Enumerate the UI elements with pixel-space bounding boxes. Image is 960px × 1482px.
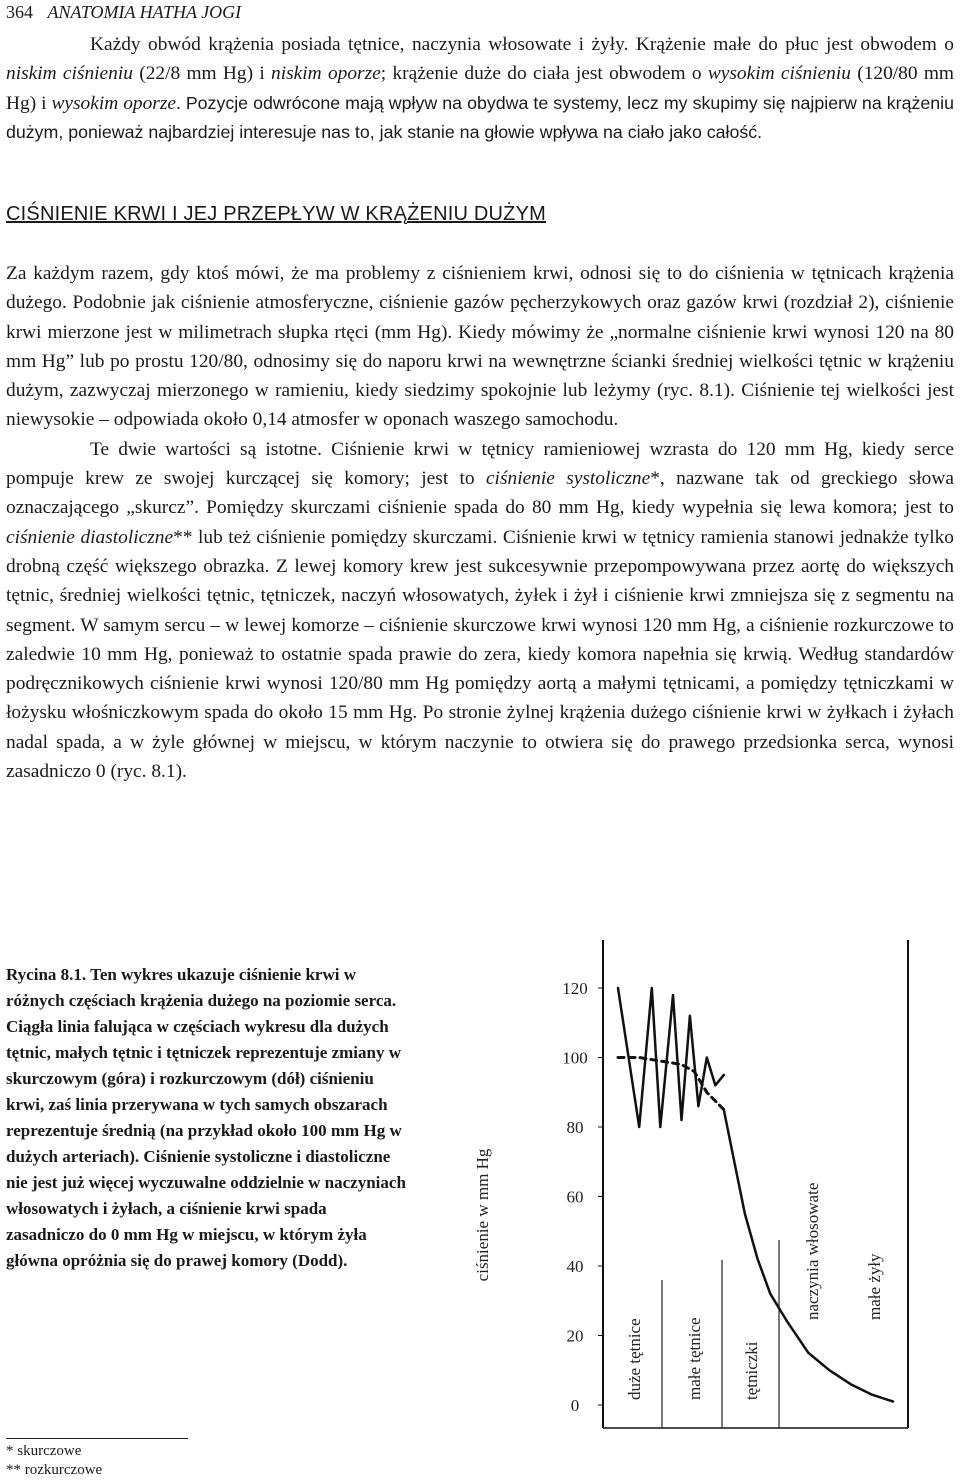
y-axis-ticks — [562, 979, 603, 1415]
figure-caption: Rycina 8.1. Ten wykres ukazuje ciśnienie krwi w różnych częściach krążenia dużego na poziomie serca. Ciągła linia falująca w częściach wykresu dla dużych tętnic, małych tętnic i tętniczek reprezentuje zmiany w skurczowym (góra) i rozkurczowym (dół) ciśnieniu krwi, zaś linia przerywana w tych samych obszarach reprezentuje średnią (na przykład około 100 mm Hg w dużych arteriach). Ciśnienie systoliczne i diastoliczne nie jest już więcej wyczuwalne oddzielnie w naczyniach włosowatych i żyłach, a ciśnienie krwi spada zasadniczo do 0 mm Hg w miejscu, w którym żyła główna opróżnia się do prawej komory (Dodd). — [6, 965, 406, 1270]
region-label: naczynia włosowate — [803, 1182, 822, 1320]
footnote-1: * skurczowe — [6, 1443, 82, 1459]
paragraph-2: Za każdym razem, gdy ktoś mówi, że ma problemy z ciśnieniem krwi, odnosi się to do ciśnienia w tętnicach krążenia dużego. Podobnie jak ciśnienie atmosferyczne, ciśnienie gazów pęcherzykowych oraz gazów krwi (rozdział 2), ciśnienie krwi mierzone jest w milimetrach słupka rtęci (mm Hg). Kiedy mówimy że „normalne ciśnienie krwi wynosi 120 na 80 mm Hg” lub po prostu 120/80, odnosimy się do naporu krwi na wewnętrzne ścianki średniej wielkości tętnic w krążeniu dużym, zazwyczaj mierzonego w ramieniu, kiedy siedzimy spokojnie lub leżymy (ryc. 8.1). Ciśnienie tej wielkości jest niewysokie – odpowiada około 0,14 atmosfer w oponach waszego samochodu. — [6, 263, 954, 431]
footnotes — [6, 1438, 188, 1480]
y-tick-label: 0 — [570, 1396, 580, 1415]
y-tick-label: 100 — [562, 1048, 588, 1068]
page-number: 364 — [6, 2, 33, 22]
region-labels — [625, 1183, 884, 1428]
footnote-2: ** rozkurczowe — [6, 1462, 103, 1478]
paragraph-1-sans: Pozycje odwrócone mają wpływ na obydwa te systemy, lecz my skupimy się najpierw na krążeniu dużym, ponieważ najbardziej interesuje nas to, jak stanie na głowie wpływa na ciało jako całość. — [6, 92, 954, 142]
y-tick-label: 120 — [562, 979, 588, 998]
paragraph-1: Każdy obwód krążenia posiada tętnice, naczynia włosowate i żyły. Krążenie małe do płuc jest obwodem o niskim ciśnieniu (22/8 mm Hg) i niskim oporze; krążenie duże do ciała jest obwodem o wysokim ciśnieniu (120/80 mm Hg) i wysokim oporze. Pozycje odwrócone mają wpływ na obydwa te systemy, lecz my skupimy się najpierw na krążeniu dużym, ponieważ najbardziej interesuje nas to, jak stanie na głowie wpływa na ciało jako całość. — [6, 34, 955, 142]
chart-lines — [618, 988, 893, 1402]
region-label: duże tętnice — [625, 1318, 644, 1400]
y-axis-label-text: ciśnienie w mm Hg — [473, 1148, 492, 1282]
running-title: ANATOMIA HATHA JOGI — [47, 2, 242, 22]
y-tick-label: 40 — [566, 1257, 584, 1276]
y-tick-label: 60 — [566, 1187, 584, 1207]
y-tick-label: 80 — [566, 1118, 584, 1137]
y-axis-label — [473, 1148, 492, 1281]
paragraph-3: Te dwie wartości są istotne. Ciśnienie krwi w tętnicy ramieniowej wzrasta do 120 mm Hg, kiedy serce pompuje krew ze swojej kurczącej się komory; jest to ciśnienie systoliczne*, nazwane tak od greckiego słowa oznaczającego „skurcz”. Pomiędzy skurczami ciśnienie spada do 80 mm Hg, kiedy wypełnia się lewa komora; jest to ciśnienie diastoliczne** lub też ciśnienie pomiędzy skurczami. Ciśnienie krwi w tętnicy ramienia stanowi jednakże tylko drobną część większego obrazka. Z lewej komory krew jest sukcesywnie przepompowywana przez aortę do większych tętnic, średniej wielkości tętnic, tętniczek, naczyń włosowatych, żyłek i żył i ciśnienie krwi zmniejsza się z segmentu na segment. W samym sercu – w lewej komorze – ciśnienie skurczowe krwi wynosi 120 mm Hg, a ciśnienie rozkurczowe to zaledwie 10 mm Hg, ponieważ to ostatnie spada prawie do zera, kiedy komora napełnia się krwią. Według standardów podręcznikowych ciśnienie krwi wynosi 120/80 mm Hg pomiędzy aortą a małymi tętnicami, a pomiędzy tętniczkami w łożysku włośniczkowym spada do około 15 mm Hg. Po stronie żylnej krążenia dużego ciśnienie krwi w żyłkach i żyłach nadal spada, a w żyle głównej w miejscu, w którym naczynie to otwiera się do prawego przedsionka serca, wynosi zasadniczo 0 (ryc. 8.1). — [6, 438, 954, 783]
region-label: małe żyły — [865, 1253, 884, 1320]
footnote-rule — [6, 1438, 188, 1439]
region-label: małe tętnice — [685, 1317, 704, 1400]
section-heading: CIŚNIENIE KRWI I JEJ PRZEPŁYW W KRĄŻENIU DUŻYM — [6, 203, 546, 225]
y-tick-label: 20 — [566, 1326, 584, 1346]
region-label: tętniczki — [742, 1341, 761, 1400]
